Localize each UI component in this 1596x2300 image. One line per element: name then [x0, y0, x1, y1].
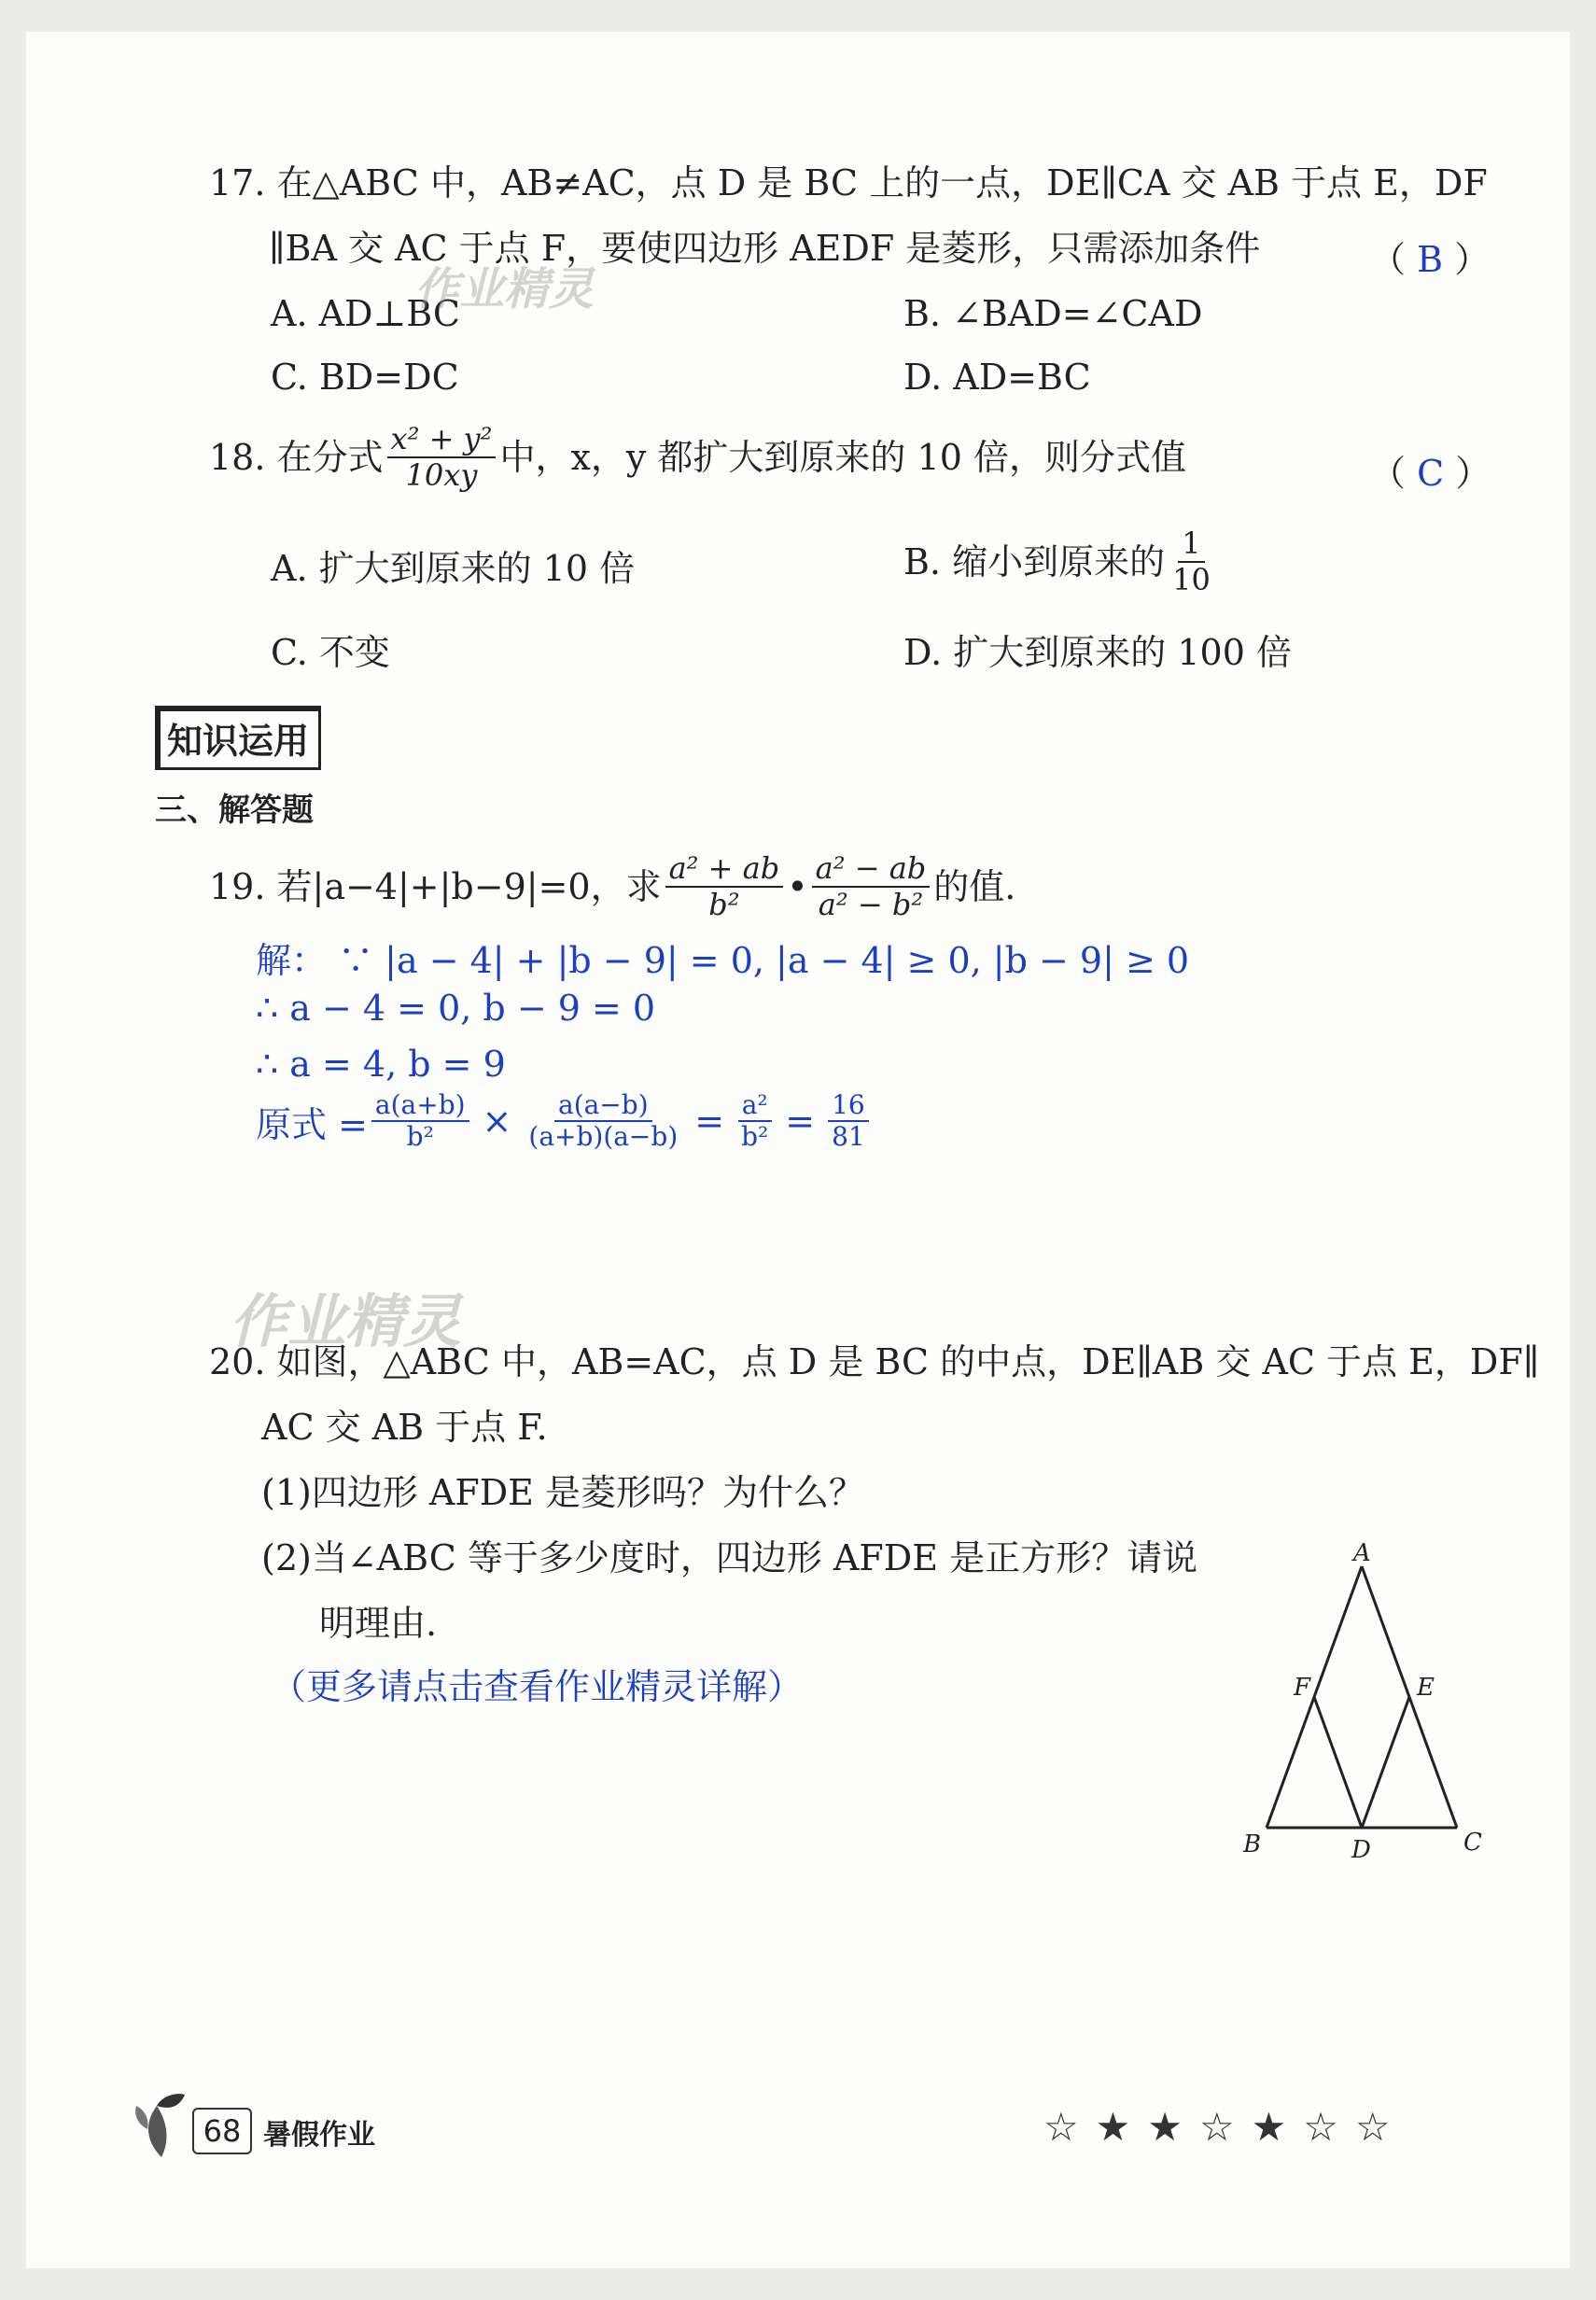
q20-part2-line2: 明理由. — [319, 1603, 438, 1644]
q19-fraction-2 — [812, 851, 931, 922]
footer-stars-decoration: ☆★★☆★☆☆ — [1043, 2104, 1407, 2150]
q18-option-b-text: B. 缩小到原来的 — [903, 540, 1166, 582]
q18-option-b-num: 1 — [1178, 526, 1204, 563]
q19-solution-line2: ∴ a − 4 = 0, b − 9 = 0 — [256, 988, 656, 1029]
label-a: A — [1353, 1539, 1371, 1567]
q19-sol-frac-3 — [737, 1090, 772, 1152]
label-b: B — [1243, 1830, 1262, 1858]
q18-frac-den: 10xy — [405, 456, 478, 493]
q19-sol4-prefix: 原式 = — [256, 1103, 368, 1145]
q18-suffix: 中，x，y 都扩大到原来的 10 倍，则分式值 — [499, 436, 1186, 478]
worksheet-page — [26, 32, 1570, 2268]
q17-option-a: A. AD⊥BC — [271, 293, 460, 334]
q19-sol-f1-num: a(a+b) — [371, 1090, 469, 1122]
q20-line1: 20. 如图，△ABC 中，AB=AC，点 D 是 BC 的中点，DE∥AB 交 AC 于点 E，DF∥ — [209, 1341, 1540, 1382]
q18-answer-paren: （ C ） — [1370, 453, 1491, 494]
q19-sol-frac-4 — [828, 1090, 869, 1152]
q17-option-b: B. ∠BAD=∠CAD — [903, 293, 1203, 334]
q18-answer: C — [1417, 453, 1445, 494]
q19-sol-frac-2 — [525, 1090, 681, 1152]
q17-line2: ∥BA 交 AC 于点 F，要使四边形 AEDF 是菱形，只需添加条件 — [269, 228, 1261, 269]
q19-sol-f2-num: a(a−b) — [554, 1090, 652, 1122]
q17-line1: 17. 在△ABC 中，AB≠AC，点 D 是 BC 上的一点，DE∥CA 交 AB 于点 E，DF — [209, 162, 1488, 203]
q19-sol-f3-num: a² — [738, 1090, 772, 1122]
watermark: 作业精灵 — [414, 263, 595, 316]
q19-sol-f4-num: 16 — [828, 1090, 869, 1122]
q19-sol-f3-den: b² — [741, 1121, 769, 1153]
label-d: D — [1351, 1836, 1371, 1864]
q19-f2-den: a² − b² — [818, 886, 924, 922]
q19-sol-eq1: = — [694, 1101, 725, 1143]
section-heading: 三、解答题 — [155, 792, 314, 829]
q19-dot: • — [787, 865, 808, 907]
q19-fraction-1 — [665, 851, 784, 922]
q18-prefix: 18. 在分式 — [209, 436, 384, 478]
q18-option-c: C. 不变 — [271, 632, 390, 673]
q19-solution-line1: 解： ∵ |a − 4| + |b − 9| = 0, |a − 4| ≥ 0, |b − 9| ≥ 0 — [256, 940, 1190, 981]
q19-sol-f4-den: 81 — [832, 1121, 865, 1153]
watermark-2: 作业精灵 — [230, 1287, 462, 1355]
q17-answer: B — [1417, 239, 1444, 280]
q19-solution-line3: ∴ a = 4, b = 9 — [256, 1044, 506, 1085]
footer-title: 暑假作业 — [263, 2119, 375, 2152]
q20-line2: AC 交 AB 于点 F. — [261, 1407, 548, 1448]
q20-part2-line1: (2)当∠ABC 等于多少度时，四边形 AFDE 是正方形？请说 — [261, 1537, 1198, 1578]
label-f: F — [1294, 1674, 1311, 1702]
q19-suffix: 的值. — [933, 865, 1016, 907]
q19-f1-num: a² + ab — [665, 851, 784, 888]
q19-sol-f1-den: b² — [406, 1121, 434, 1153]
q19-sol-f2-den: (a+b)(a−b) — [528, 1121, 679, 1153]
label-c: C — [1463, 1829, 1482, 1857]
q19-f1-den: b² — [708, 886, 740, 922]
q20-part1: (1)四边形 AFDE 是菱形吗？为什么？ — [261, 1472, 865, 1513]
q18-frac-num: x² + y² — [387, 422, 497, 458]
q19-sol-eq2: = — [785, 1101, 816, 1143]
q17-option-c: C. BD=DC — [271, 357, 459, 398]
q18-fraction — [387, 422, 497, 493]
q19-sol-frac-1 — [371, 1090, 469, 1152]
q18-option-a: A. 扩大到原来的 10 倍 — [271, 548, 636, 589]
q19-stem — [209, 851, 1015, 922]
label-e: E — [1417, 1674, 1435, 1702]
leaf-icon — [129, 2087, 194, 2162]
section-box-title: 知识运用 — [155, 706, 321, 770]
more-details-link[interactable]: （更多请点击查看作业精灵详解） — [271, 1666, 804, 1707]
page-number: 68 — [192, 2108, 252, 2154]
q17-option-d: D. AD=BC — [903, 357, 1091, 398]
q18-option-d: D. 扩大到原来的 100 倍 — [903, 632, 1292, 673]
q17-answer-paren: （ B ） — [1370, 239, 1491, 280]
q18-option-b — [903, 526, 1218, 597]
triangle-figure — [1239, 1535, 1547, 1889]
q19-solution-line4 — [256, 1090, 873, 1152]
q19-sol-times: × — [482, 1101, 512, 1143]
q18-option-b-den: 10 — [1172, 561, 1211, 597]
q19-f2-num: a² − ab — [812, 851, 931, 888]
q19-prefix: 19. 若|a−4|+|b−9|=0，求 — [209, 865, 662, 907]
q18-stem — [209, 422, 1186, 493]
q18-option-b-fraction — [1169, 526, 1214, 597]
